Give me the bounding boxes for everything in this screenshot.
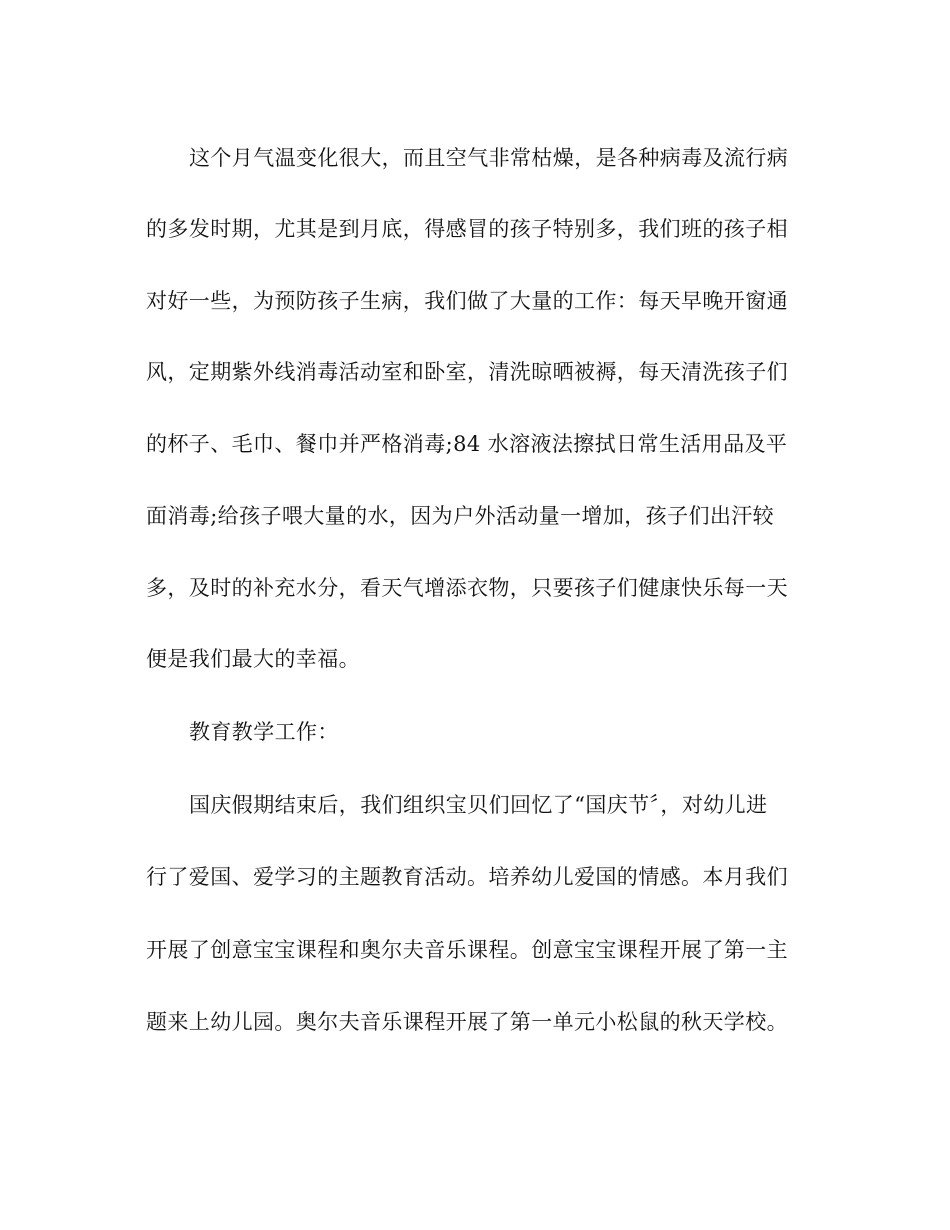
paragraph-1-line-3: 对好一些，为预防孩子生病，我们做了大量的工作：每天早晚开窗通: [146, 289, 788, 313]
paragraph-2-line-1: 国庆假期结束后，我们组织宝贝们回忆了“国庆节〞，对幼儿进: [189, 793, 768, 817]
paragraph-1-line-5: 的杯子、毛巾、餐巾并严格消毒;84 水溶液法擦拭日常生活用品及平: [146, 432, 788, 456]
paragraph-2-line-3: 开展了创意宝宝课程和奥尔夫音乐课程。创意宝宝课程开展了第一主: [146, 938, 788, 962]
paragraph-1-line-2: 的多发时期，尤其是到月底，得感冒的孩子特别多，我们班的孩子相: [146, 217, 788, 241]
paragraph-1-line-8: 便是我们最大的幸福。: [146, 647, 360, 671]
section-heading: 教育教学工作：: [189, 720, 339, 744]
paragraph-1-line-7: 多，及时的补充水分，看天气增添衣物，只要孩子们健康快乐每一天: [146, 576, 788, 600]
paragraph-1-line-4: 风，定期紫外线消毒活动室和卧室，清洗晾晒被褥，每天清洗孩子们: [146, 360, 788, 384]
paragraph-1-line-6: 面消毒;给孩子喂大量的水，因为户外活动量一增加，孩子们出汗较: [146, 504, 775, 528]
paragraph-2-line-4: 题来上幼儿园。奥尔夫音乐课程开展了第一单元小松鼠的秋天学校。: [146, 1010, 788, 1034]
paragraph-2-line-2: 行了爱国、爱学习的主题教育活动。培养幼儿爱国的情感。本月我们: [146, 865, 788, 889]
paragraph-1-line-1: 这个月气温变化很大，而且空气非常枯燥，是各种病毒及流行病: [189, 146, 789, 170]
